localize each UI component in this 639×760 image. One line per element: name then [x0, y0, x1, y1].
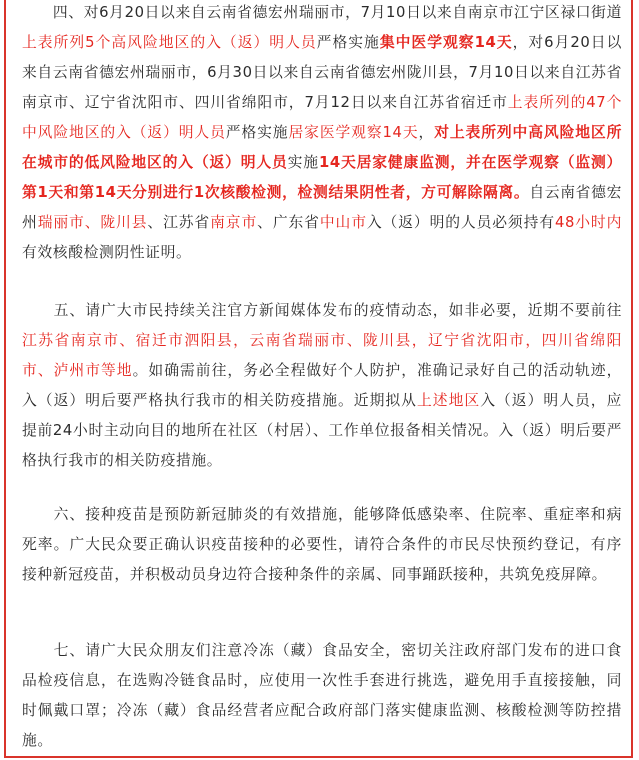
text-run: 上表所列5个高风险地区的入（返）明人员 [22, 34, 317, 51]
text-run: 严格实施 [316, 34, 380, 51]
text-run: 六、接种疫苗是预防新冠肺炎的有效措施，能够降低感染率、住院率、重症率和病死率。广大民众要正确认识疫苗接种的必要性，请符合条件的市民尽快预约登记，有序接种新冠疫苗，并积极动员身边符合接种条件的亲属、同事踊跃接种，共筑免疫屏障。 [22, 506, 622, 583]
text-run: 入（返）明人员，应提前24小时主动向目的地所在社区（村居）、工作单位报备相关情况。入（返）明后要严格执行我市的相关防疫措施。 [22, 392, 622, 469]
text-run: 南京市 [210, 214, 258, 231]
text-run: 上表所列的47个中风险地区的入（返）明人员 [22, 94, 622, 141]
paragraph-four [22, 0, 622, 268]
text-run: 对上表所列中高风险地区所在城市的低风险地区的入（返）明人员 [22, 124, 622, 171]
text-run: 有效核酸检测阴性证明。 [22, 244, 192, 261]
paragraph-six [22, 500, 622, 590]
text-run: 四、对6月20日以来自云南省德宏州瑞丽市，7月10日以来自南京市江宁区禄口街道 [22, 4, 622, 21]
text-run: 中山市 [319, 214, 367, 231]
text-run: ， [418, 124, 435, 141]
paragraph-seven [22, 636, 622, 756]
paragraph-five [22, 296, 622, 476]
text-run: 、广东省 [257, 214, 320, 231]
text-run: 上述地区 [417, 392, 481, 409]
text-run: 14天居家健康监测，并在医学观察（监测）第1天和第14天分别进行1次核酸检测，检测结果阴性者，方可解除隔离。 [22, 154, 623, 201]
text-run: 瑞丽市、陇川县 [37, 214, 148, 231]
text-run: 七、请广大民众朋友们注意冷冻（藏）食品安全，密切关注政府部门发布的进口食品检疫信息，在选购冷链食品时，应使用一次性手套进行挑选，避免用手直接接触，同时佩戴口罩；冷冻（藏）食品经营者应配合政府部门落实健康监测、核酸检测等防控措施。 [22, 642, 622, 749]
text-run: 。如确需前往，务必全程做好个人防护，准确记录好自己的活动轨迹，入（返）明后要严格执行我市的相关防疫措施。近期拟从 [22, 362, 623, 409]
text-run: 集中医学观察14天 [379, 34, 513, 51]
text-run: ，对6月20日以来自云南省德宏州瑞丽市，6月30日以来自云南省德宏州陇川县，7月10日以来自江苏省南京市、辽宁省沈阳市、四川省绵阳市，7月12日以来自江苏省宿迁市 [22, 34, 622, 111]
text-run: 五、请广大市民持续关注官方新闻媒体发布的疫情动态，如非必要，近期不要前往 [22, 302, 622, 319]
text-run: 48小时内 [554, 214, 623, 231]
text-run: 、江苏省 [147, 214, 211, 231]
text-run: 严格实施 [225, 124, 289, 141]
text-run: 自云南省德宏州 [22, 184, 622, 231]
text-run: 入（返）明的人员必须持有 [366, 214, 555, 231]
text-run: 江苏省南京市、宿迁市泗阳县，云南省瑞丽市、陇川县，辽宁省沈阳市，四川省绵阳市、泸州市等地 [22, 332, 622, 379]
text-run: 居家医学观察14天 [288, 124, 419, 141]
text-run: 实施 [287, 154, 319, 171]
